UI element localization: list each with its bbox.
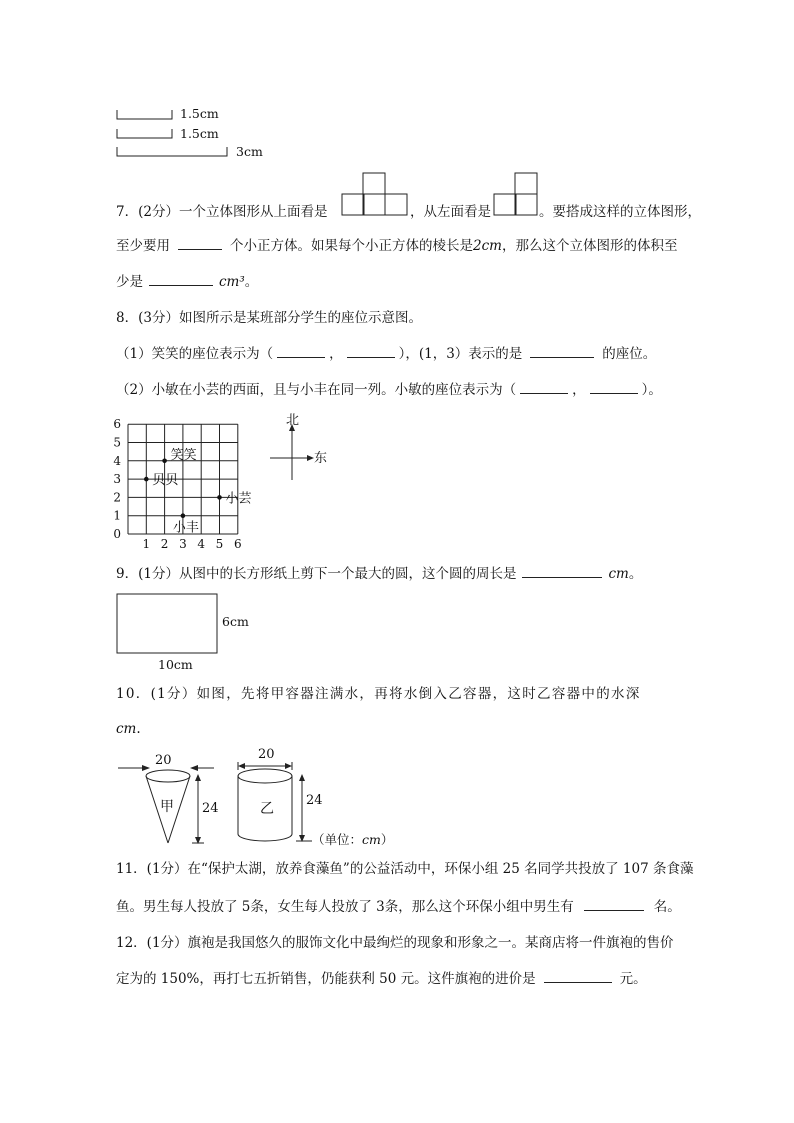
q8-s2comma: ，: [572, 382, 586, 398]
q7-line2a: 至少要用: [116, 238, 170, 254]
q12-line2: [116, 970, 647, 988]
y-tick-label: 5: [113, 435, 121, 450]
rectangle-paper: [116, 593, 220, 655]
y-tick-label: 6: [113, 417, 121, 432]
ruler-1-label: 1.5cm: [180, 106, 219, 121]
cone-diameter-label: 20: [155, 753, 172, 768]
q10-unit: cm: [116, 721, 137, 737]
q7-line2: [116, 237, 677, 255]
cyl-height-label: 24: [306, 793, 323, 808]
q11-line2: [116, 898, 681, 916]
q9-unit: cm: [608, 566, 629, 582]
q11-line2b: 名。: [653, 899, 681, 915]
q8-s2b: ）。: [641, 382, 662, 398]
y-tick-label: 2: [113, 490, 121, 505]
q8-s1a: （1）笑笑的座位表示为（: [116, 346, 274, 362]
compass: [266, 412, 336, 484]
q8-sub2: [116, 381, 662, 399]
q10-tail: .: [136, 721, 141, 737]
q7-part3: 。要搭成这样的立体图形，: [539, 204, 701, 220]
ruler-1: [116, 108, 176, 122]
seat-point-label: 小芸: [225, 491, 252, 507]
ruler-3-label: 3cm: [236, 144, 263, 159]
q9-line: [116, 565, 642, 583]
q7-line3: [116, 273, 258, 291]
x-tick-label: 2: [160, 537, 169, 551]
q7-answer-blank-1[interactable]: [178, 237, 222, 250]
ruler-2-label: 1.5cm: [180, 126, 219, 141]
rect-height-label: 6cm: [222, 614, 249, 629]
q10-unit-note: [312, 831, 393, 849]
unit-note-close: ）: [380, 832, 394, 847]
q9-tail: 。: [628, 566, 643, 582]
x-tick-label: 6: [233, 537, 242, 551]
q8-blank-4[interactable]: [520, 381, 568, 394]
q10-line2: [116, 720, 141, 738]
q8-sub1: [116, 345, 656, 363]
seat-point-label: 贝贝: [152, 473, 179, 489]
q8-s2a: （2）小敏在小芸的西面，且与小丰在同一列。小敏的座位表示为（: [116, 382, 517, 398]
q12-line1: 12．(1分）旗袍是我国悠久的服饰文化中最绚烂的现象和形象之一。某商店将一件旗袍的售价: [116, 935, 674, 951]
q8-s1comma: ，: [329, 346, 343, 362]
q8-s1c: 的座位。: [602, 346, 657, 362]
q7-answer-blank-2[interactable]: [149, 273, 213, 286]
q11-answer-blank[interactable]: [584, 898, 644, 911]
q10-text: 10．(1分）如图，先将甲容器注满水，再将水倒入乙容器，这时乙容器中的水深: [116, 686, 641, 702]
top-view-figure: [341, 172, 409, 216]
unit-note-open: （单位：: [312, 832, 363, 847]
q7-line3a: 少是: [116, 274, 143, 290]
cone-name-label: 甲: [160, 799, 174, 815]
left-view-figure: [493, 172, 539, 216]
q7-unit: cm³: [219, 274, 245, 290]
x-tick-label: 5: [215, 537, 224, 551]
q8-blank-2[interactable]: [347, 345, 395, 358]
q8-blank-1[interactable]: [277, 345, 325, 358]
seat-point-label: 小丰: [172, 520, 199, 536]
rect-width-label: 10cm: [158, 657, 193, 672]
cone-height-label: 24: [202, 801, 219, 816]
seating-grid: [110, 412, 280, 552]
seat-point: [181, 513, 186, 518]
q8-blank-5[interactable]: [590, 381, 638, 394]
q11-line1: 11．(1分）在“保护太湖，放养食藻鱼”的公益活动中，环保小组 25 名同学共投放了 107 条食藻: [116, 861, 694, 877]
seat-point-label: 笑笑: [170, 447, 197, 463]
compass-east-label: 东: [314, 451, 328, 466]
seat-point: [217, 495, 222, 500]
q8-s1b: ），(1，3）表示的是: [398, 346, 523, 362]
unit-note-unit: cm: [362, 832, 381, 847]
q11-line2a: 鱼。男生每人投放了 5条，女生每人投放了 3条，那么这个环保小组中男生有: [116, 899, 574, 915]
q8-intro: 8．(3分）如图所示是某班部分学生的座位示意图。: [116, 310, 422, 326]
ruler-3: [116, 145, 232, 159]
y-tick-label: 4: [113, 453, 121, 468]
seat-point: [162, 459, 167, 464]
seat-point: [144, 477, 149, 482]
q7-part2: ，从左面看是: [410, 204, 491, 220]
q12-answer-blank[interactable]: [544, 970, 612, 983]
q12-line2b: 元。: [619, 971, 647, 987]
y-tick-label: 1: [113, 508, 121, 523]
y-tick-label: 3: [113, 472, 121, 487]
x-tick-label: 3: [179, 537, 187, 551]
q7-part1: 7．(2分）一个立体图形从上面看是: [116, 204, 328, 220]
compass-north-label: 北: [286, 413, 300, 428]
q9-answer-blank[interactable]: [522, 565, 602, 578]
q7-line2c: ，那么这个立体图形的体积至: [501, 238, 678, 254]
x-tick-label: 1: [142, 537, 151, 551]
cyl-name-label: 乙: [260, 801, 274, 817]
q9-text: 9．(1分）从图中的长方形纸上剪下一个最大的圆，这个圆的周长是: [116, 566, 517, 582]
q12-line2a: 定为的 150%，再打七五折销售，仍能获利 50 元。这件旗袍的进价是: [116, 971, 536, 987]
q7-edge-length: 2cm: [473, 238, 502, 254]
q7-line2b: 个小正方体。如果每个小正方体的棱长是: [230, 238, 473, 254]
ruler-2: [116, 127, 176, 141]
q7-line3b: 。: [244, 274, 259, 290]
q8-blank-3[interactable]: [530, 345, 594, 358]
x-tick-label: 4: [197, 537, 206, 551]
cyl-diameter-label: 20: [258, 747, 275, 762]
y-tick-label: 0: [113, 527, 121, 541]
